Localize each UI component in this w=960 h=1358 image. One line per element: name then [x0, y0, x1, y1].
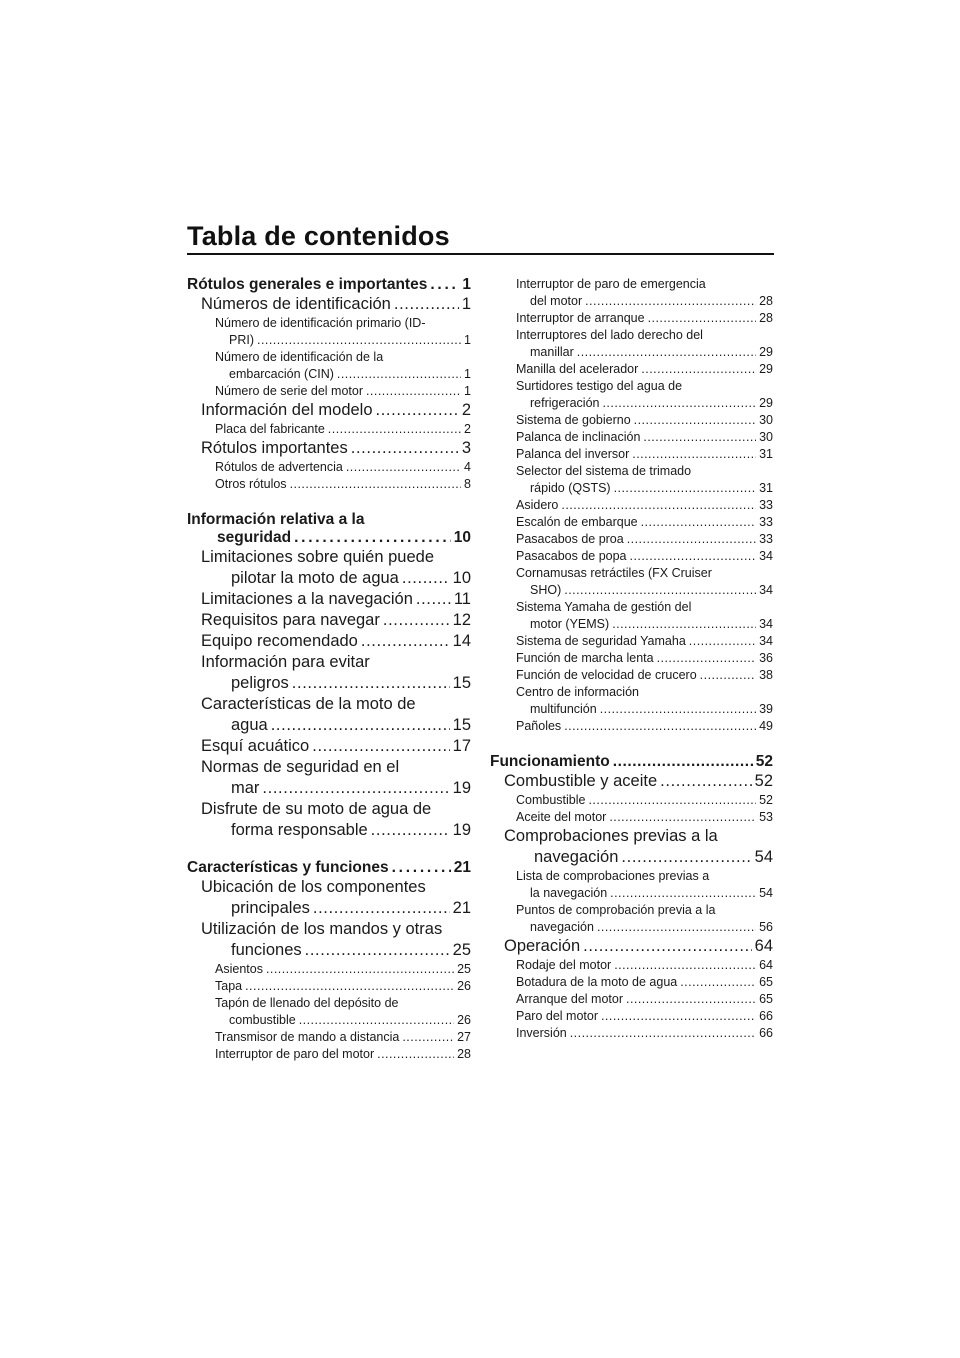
toc-entry-page: 64 [754, 937, 773, 955]
toc-entry-page: 26 [457, 979, 471, 993]
toc-entry[interactable] [494, 771, 773, 792]
toc-entry[interactable] [494, 718, 773, 735]
toc-entry[interactable] [187, 799, 471, 841]
toc-entry-title-line: Selector del sistema de trimado [516, 464, 692, 478]
toc-entry-title: pilotar la moto de agua [231, 569, 399, 587]
dot-leader [613, 756, 753, 772]
toc-entry[interactable] [494, 633, 773, 650]
toc-entry-title: Inversión [516, 1026, 567, 1040]
dot-leader [641, 366, 756, 379]
toc-entry-title: Requisitos para navegar [201, 611, 380, 629]
toc-entry-page: 25 [457, 962, 471, 976]
dot-leader [609, 814, 756, 827]
page-title: Tabla de contenidos [187, 221, 450, 251]
toc-entry-title: Operación [504, 937, 581, 955]
toc-entry-title: Asidero [516, 498, 559, 512]
toc-entry-title: Interruptor de paro del motor [215, 1047, 375, 1061]
toc-entry-title-line: Interruptor de paro de emergencia [516, 277, 706, 291]
toc-entry-title: del motor [530, 294, 583, 308]
toc-entry-title-line: Información relativa a la [187, 511, 365, 528]
toc-entry-title-line: Surtidores testigo del agua de [516, 379, 683, 393]
toc-entry[interactable] [494, 548, 773, 565]
toc-entry-page: 31 [759, 481, 773, 495]
section-gap [494, 735, 773, 753]
toc-entry[interactable] [187, 610, 471, 631]
toc-entry-page: 34 [759, 583, 773, 597]
toc-entry[interactable] [494, 429, 773, 446]
toc-entry-title: Botadura de la moto de agua [516, 975, 678, 989]
toc-entry-title: embarcación (CIN) [229, 367, 334, 381]
toc-entry[interactable] [187, 421, 471, 438]
toc-entry[interactable] [187, 547, 471, 589]
toc-column-right [490, 276, 773, 1042]
dot-leader [376, 405, 459, 422]
toc-entry-title: Equipo recomendado [201, 632, 358, 650]
dot-leader [621, 852, 751, 869]
toc-entry-title-line: Disfrute de su moto de agua de [201, 800, 432, 818]
toc-entry-title: motor (YEMS) [530, 617, 610, 631]
toc-entry[interactable] [494, 514, 773, 531]
dot-leader [561, 502, 756, 515]
toc-entry[interactable] [494, 276, 773, 310]
toc-entry-title: mar [231, 779, 260, 797]
toc-entry[interactable] [187, 736, 471, 757]
toc-entry[interactable] [187, 859, 471, 877]
dot-leader [600, 706, 756, 719]
dot-leader [416, 594, 451, 611]
toc-entry[interactable] [494, 497, 773, 514]
toc-entry-title: Paro del motor [516, 1009, 598, 1023]
toc-entry-page: 33 [759, 515, 773, 529]
dot-leader [245, 983, 454, 996]
toc-entry-page: 12 [452, 611, 471, 629]
dot-leader [680, 979, 756, 992]
toc-entry-page: 29 [759, 345, 773, 359]
toc-entry[interactable] [494, 826, 773, 868]
dot-leader [299, 1017, 454, 1030]
dot-leader [392, 862, 451, 878]
dot-leader [361, 636, 450, 653]
toc-entry-title-line: Puntos de comprobación previa a la [516, 903, 716, 917]
toc-entry[interactable] [187, 919, 471, 961]
dot-leader [612, 621, 756, 634]
toc-entry-page: 21 [453, 859, 471, 876]
toc-entry[interactable] [494, 809, 773, 826]
toc-entry-title: funciones [231, 941, 302, 959]
toc-entry-page: 65 [759, 992, 773, 1006]
toc-entry-title: Esquí acuático [201, 737, 310, 755]
toc-entry[interactable] [494, 684, 773, 718]
dot-leader [585, 298, 756, 311]
dot-leader [626, 996, 756, 1009]
dot-leader [630, 553, 757, 566]
toc-entry[interactable] [494, 412, 773, 429]
toc-entry[interactable] [187, 349, 471, 383]
toc-entry-page: 11 [453, 590, 471, 608]
toc-entry[interactable] [187, 476, 471, 493]
section-gap [187, 841, 471, 859]
toc-entry-page: 10 [452, 569, 471, 587]
dot-leader [337, 371, 461, 384]
toc-entry-page: 34 [759, 617, 773, 631]
toc-entry-page: 52 [759, 793, 773, 807]
dot-leader [627, 536, 756, 549]
toc-entry-title: agua [231, 716, 268, 734]
dot-leader [614, 485, 757, 498]
toc-entry[interactable] [494, 792, 773, 809]
dot-leader [346, 464, 461, 477]
toc-entry[interactable] [187, 383, 471, 400]
toc-entry[interactable] [494, 327, 773, 361]
toc-entry-title: rápido (QSTS) [530, 481, 611, 495]
toc-entry-page: 30 [759, 430, 773, 444]
toc-entry[interactable] [494, 991, 773, 1008]
toc-entry-title: Arranque del motor [516, 992, 624, 1006]
toc-entry-title: Transmisor de mando a distancia [215, 1030, 400, 1044]
toc-entry-page: 39 [759, 702, 773, 716]
dot-leader [689, 638, 756, 651]
toc-entry[interactable] [187, 1029, 471, 1046]
dot-leader [601, 1013, 756, 1026]
toc-entry-title: navegación [534, 848, 619, 866]
dot-leader [583, 941, 752, 958]
dot-leader [700, 672, 756, 685]
toc-entry-title: forma responsable [231, 821, 368, 839]
toc-entry-page: 29 [759, 362, 773, 376]
toc-entry[interactable] [187, 978, 471, 995]
toc-entry-title: Pañoles [516, 719, 562, 733]
toc-entry-title: Pasacabos de popa [516, 549, 627, 563]
toc-entry[interactable] [494, 378, 773, 412]
toc-entry-title: Limitaciones a la navegación [201, 590, 413, 608]
toc-entry-page: 36 [759, 651, 773, 665]
toc-entry-title-line: Normas de seguridad en el [201, 758, 400, 776]
toc-entry-page: 26 [457, 1013, 471, 1027]
toc-entry-title-line: Interruptores del lado derecho del [516, 328, 703, 342]
dot-leader [660, 776, 751, 793]
toc-entry-title: Sistema de seguridad Yamaha [516, 634, 686, 648]
dot-leader [632, 451, 756, 464]
toc-entry-title: principales [231, 899, 310, 917]
toc-entry[interactable] [187, 438, 471, 459]
toc-entry-title: Manilla del acelerador [516, 362, 639, 376]
dot-leader [262, 783, 449, 800]
toc-entry[interactable] [494, 1008, 773, 1025]
toc-entry-title: Características y funciones [187, 859, 389, 876]
toc-entry-page: 15 [452, 674, 471, 692]
toc-entry-title-line: Limitaciones sobre quién puede [201, 548, 434, 566]
toc-entry-title: SHO) [530, 583, 562, 597]
toc-entry-title: Función de marcha lenta [516, 651, 654, 665]
toc-entry-page: 33 [759, 532, 773, 546]
toc-entry[interactable] [494, 565, 773, 599]
dot-leader [290, 481, 461, 494]
toc-entry-page: 1 [461, 295, 471, 313]
toc-entry-page: 17 [452, 737, 471, 755]
toc-entry-title-line: Ubicación de los componentes [201, 878, 426, 896]
toc-entry-page: 19 [452, 779, 471, 797]
toc-entry-page: 34 [759, 549, 773, 563]
toc-entry-page: 21 [452, 899, 471, 917]
dot-leader [313, 903, 450, 920]
dot-leader [292, 678, 450, 695]
toc-entry-title: Rótulos generales e importantes [187, 276, 428, 293]
toc-entry-title: Pasacabos de proa [516, 532, 624, 546]
dot-leader [570, 1030, 756, 1043]
toc-entry[interactable] [494, 974, 773, 991]
dot-leader [657, 655, 757, 668]
dot-leader [305, 945, 450, 962]
toc-entry-title: Otros rótulos [215, 477, 287, 491]
toc-entry-page: 38 [759, 668, 773, 682]
toc-entry[interactable] [187, 961, 471, 978]
toc-entry[interactable] [494, 310, 773, 327]
toc-entry[interactable] [187, 589, 471, 610]
toc-entry[interactable] [494, 957, 773, 974]
toc-entry-title: Asientos [215, 962, 263, 976]
toc-entry-title: seguridad [217, 529, 292, 546]
toc-entry-title-line: Sistema Yamaha de gestión del [516, 600, 692, 614]
toc-entry[interactable] [187, 631, 471, 652]
toc-entry[interactable] [490, 753, 773, 771]
toc-entry-page: 4 [464, 460, 471, 474]
toc-entry-title-line: Cornamusas retráctiles (FX Cruiser [516, 566, 712, 580]
toc-entry-page: 15 [452, 716, 471, 734]
dot-leader [257, 337, 461, 350]
toc-entry-page: 30 [759, 413, 773, 427]
toc-entry[interactable] [494, 667, 773, 684]
dot-leader [383, 615, 450, 632]
toc-entry[interactable] [187, 315, 471, 349]
toc-entry-page: 1 [464, 333, 471, 347]
toc-entry-title: navegación [530, 920, 594, 934]
toc-entry[interactable] [187, 877, 471, 919]
toc-entry[interactable] [187, 995, 471, 1029]
section-gap [187, 493, 471, 511]
toc-entry-title: peligros [231, 674, 289, 692]
toc-entry-page: 66 [759, 1009, 773, 1023]
dot-leader [294, 532, 451, 548]
toc-entry[interactable] [187, 757, 471, 799]
toc-entry[interactable] [494, 531, 773, 548]
toc-entry-title-line: Número de identificación de la [215, 350, 384, 364]
dot-leader [377, 1051, 454, 1064]
toc-entry[interactable] [187, 400, 471, 421]
dot-leader [271, 720, 450, 737]
toc-entry-page: 1 [462, 276, 471, 293]
dot-leader [266, 966, 454, 979]
toc-entry-title: Palanca de inclinación [516, 430, 641, 444]
toc-entry-page: 14 [452, 632, 471, 650]
toc-entry-page: 19 [452, 821, 471, 839]
toc-entry[interactable] [187, 276, 471, 294]
toc-entry[interactable] [494, 936, 773, 957]
toc-entry-title-line: Comprobaciones previas a la [504, 827, 718, 845]
toc-entry-page: 3 [461, 439, 471, 457]
dot-leader [577, 349, 756, 362]
toc-entry-title: Rótulos importantes [201, 439, 348, 457]
toc-entry[interactable] [187, 694, 471, 736]
toc-entry-title: Interruptor de arranque [516, 311, 645, 325]
dot-leader [328, 426, 461, 439]
dot-leader [564, 587, 756, 600]
dot-leader [402, 1034, 454, 1047]
dot-leader [634, 417, 756, 430]
toc-entry[interactable] [187, 652, 471, 694]
toc-entry-title-line: Tapón de llenado del depósito de [215, 996, 399, 1010]
dot-leader [366, 388, 461, 401]
toc-entry-title: refrigeración [530, 396, 600, 410]
toc-entry[interactable] [494, 446, 773, 463]
toc-entry[interactable] [187, 459, 471, 476]
toc-entry-page: 2 [461, 401, 471, 419]
toc-entry[interactable] [494, 650, 773, 667]
toc-entry-page: 1 [464, 367, 471, 381]
toc-entry-page: 29 [759, 396, 773, 410]
toc-entry-title: Escalón de embarque [516, 515, 638, 529]
dot-leader [610, 890, 756, 903]
toc-entry-page: 1 [464, 384, 471, 398]
dot-leader [351, 443, 459, 460]
toc-entry-page: 25 [452, 941, 471, 959]
toc-entry-title: Función de velocidad de crucero [516, 668, 697, 682]
toc-entry[interactable] [494, 463, 773, 497]
toc-entry-title: manillar [530, 345, 574, 359]
toc-entry-page: 10 [453, 529, 471, 546]
toc-entry-page: 34 [759, 634, 773, 648]
toc-entry[interactable] [494, 361, 773, 378]
toc-entry-title-line: Número de identificación primario (ID- [215, 316, 426, 330]
dot-leader [602, 400, 756, 413]
toc-entry[interactable] [494, 1025, 773, 1042]
title-divider [187, 253, 774, 255]
toc-entry-page: 28 [457, 1047, 471, 1061]
toc-entry-title-line: Centro de información [516, 685, 639, 699]
toc-entry-title: Placa del fabricante [215, 422, 325, 436]
toc-entry-title: la navegación [530, 886, 608, 900]
dot-leader [394, 299, 459, 316]
toc-entry-title: Información del modelo [201, 401, 373, 419]
toc-entry-page: 64 [759, 958, 773, 972]
dot-leader [402, 573, 450, 590]
toc-entry-page: 65 [759, 975, 773, 989]
dot-leader [641, 519, 756, 532]
toc-entry-title: Funcionamiento [490, 753, 610, 770]
dot-leader [312, 741, 449, 758]
toc-entry[interactable] [187, 511, 471, 547]
toc-entry-page: 52 [754, 772, 773, 790]
toc-entry-page: 31 [759, 447, 773, 461]
toc-entry-page: 54 [754, 848, 773, 866]
dot-leader [643, 434, 756, 447]
toc-entry-title: Números de identificación [201, 295, 391, 313]
dot-leader [564, 723, 756, 736]
toc-entry-title-line: Características de la moto de [201, 695, 416, 713]
toc-entry-title: PRI) [229, 333, 254, 347]
toc-entry-title: Aceite del motor [516, 810, 607, 824]
toc-entry-title: Tapa [215, 979, 243, 993]
dot-leader [597, 924, 756, 937]
toc-entry-title-line: Utilización de los mandos y otras [201, 920, 443, 938]
toc-entry-title-line: Información para evitar [201, 653, 370, 671]
toc-entry-page: 52 [755, 753, 773, 770]
toc-entry-title: multifunción [530, 702, 597, 716]
toc-entry[interactable] [494, 868, 773, 902]
toc-entry-title: Palanca del inversor [516, 447, 630, 461]
toc-entry-title-line: Lista de comprobaciones previas a [516, 869, 710, 883]
dot-leader [371, 825, 450, 842]
toc-entry-title: Sistema de gobierno [516, 413, 631, 427]
toc-entry-page: 49 [759, 719, 773, 733]
toc-entry[interactable] [494, 599, 773, 633]
toc-entry-title: Número de serie del motor [215, 384, 363, 398]
toc-entry-page: 28 [759, 311, 773, 325]
toc-entry-title: Rótulos de advertencia [215, 460, 343, 474]
toc-entry-page: 54 [759, 886, 773, 900]
toc-entry-title: Combustible [516, 793, 586, 807]
toc-entry[interactable] [494, 902, 773, 936]
toc-entry-page: 28 [759, 294, 773, 308]
toc-entry-page: 2 [464, 422, 471, 436]
toc-entry-page: 27 [457, 1030, 471, 1044]
toc-entry-page: 66 [759, 1026, 773, 1040]
dot-leader [430, 279, 459, 295]
toc-entry[interactable] [187, 294, 471, 315]
toc-entry[interactable] [187, 1046, 471, 1063]
dot-leader [614, 962, 756, 975]
toc-entry-title: Combustible y aceite [504, 772, 658, 790]
toc-entry-title: combustible [229, 1013, 296, 1027]
toc-entry-title: Rodaje del motor [516, 958, 612, 972]
toc-entry-page: 8 [464, 477, 471, 491]
toc-entry-page: 56 [759, 920, 773, 934]
dot-leader [648, 315, 757, 328]
toc-entry-page: 33 [759, 498, 773, 512]
dot-leader [588, 797, 756, 810]
toc-column-left [187, 276, 471, 1063]
toc-entry-page: 53 [759, 810, 773, 824]
